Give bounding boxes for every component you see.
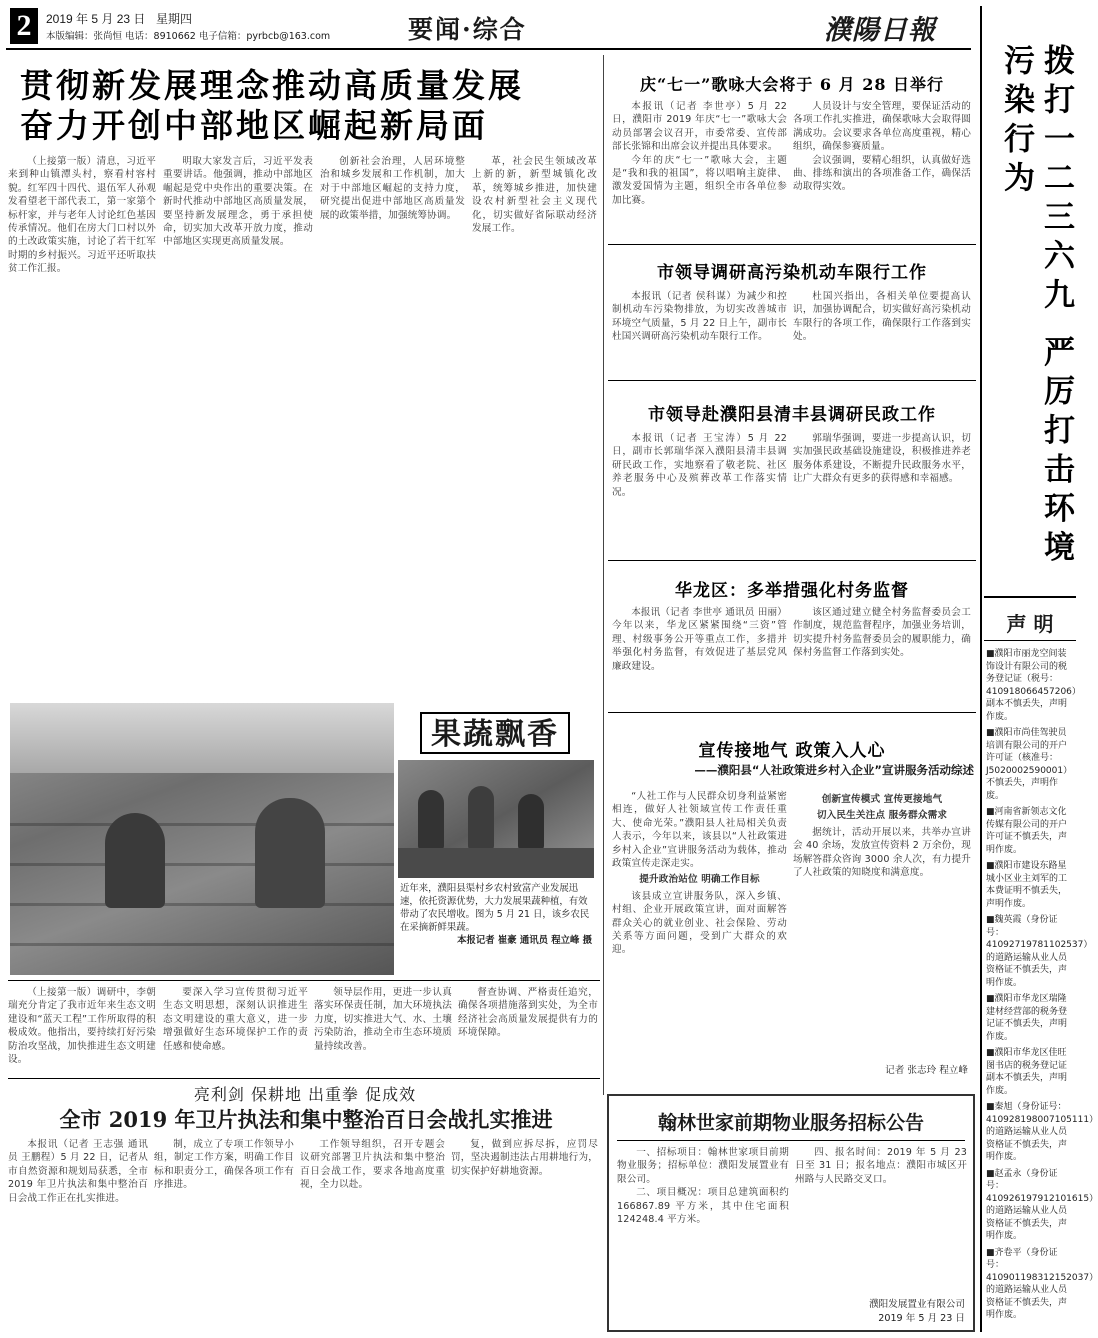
feature-photo-main [10, 703, 394, 975]
tender-col-1 [617, 1146, 789, 1326]
bottom-col-1-text: 本报讯（记者 王志强 通讯员 王鹏程）5 月 22 日，记者从市自然资源和规划局获悉，全市 2019 年卫片执法和集中整治百日会战工作正在扎实推进。 [8, 1139, 148, 1204]
statement-list [986, 648, 1098, 1332]
rule-5 [8, 980, 600, 981]
lower-col-2-text: 要深入学习宣传贯彻习近平生态文明思想，深刻认识推进生态文明建设的重大意义，进一步增强做好生态环境保护工作的责任感和使命感。 [163, 987, 308, 1052]
right-top-title: 庆“七一”歌咏大会将于 6 月 28 日举行 [639, 75, 945, 94]
rule-3 [608, 560, 976, 561]
bottom-col-3-text: 工作领导组织，召开专题会议研究部署卫片执法和集中整治百日会战工作，要求各地高度重视，全力以赴。 [300, 1139, 445, 1191]
feature-photo-inset [398, 760, 594, 878]
tender-text-1: 一、招标项目：翰林世家项目前期物业服务；招标单位：濮阳发展置业有限公司。 [617, 1147, 789, 1185]
news-4-text-1: 本报讯（记者 李世亭 通讯员 田丽）今年以来，华龙区紧紧围绕“三资”管理、村级事务公开等重点工作，多措并举强化村务监督，有效促进了基层党风廉政建设。 [612, 607, 787, 672]
rule-6 [8, 1078, 600, 1079]
lead-col-4-text: 革，社会民生领域改革上新的新，新型城镇化改革，统筹城乡推进，加快建设农村新型社会主义现代化，切实做好省际联动经济发展工作。 [472, 156, 597, 235]
statement-rule [984, 640, 1076, 641]
editor-line: 本版编辑：张尚恒 电话：8910662 电子信箱：pyrbcb@163.com [46, 31, 331, 42]
policy-text-3: 据统计，活动开展以来，共举办宣讲会 40 余场，发放宣传资料 2 万余份，现场解答群众咨询 3000 余人次，有力提升了人社政策的知晓度和满意度。 [793, 826, 971, 879]
rule-4 [608, 712, 976, 713]
lower-col-4 [458, 986, 598, 1068]
column-divider [603, 55, 604, 1095]
sidebar-slogan: 拨打一二三六九 严厉打击环境污染行为 [998, 44, 1074, 570]
sidebar-rule [984, 596, 1076, 598]
feature-credit: 本报记者 崔豪 通讯员 程立峰 摄 [457, 935, 592, 946]
photo-sky [10, 703, 394, 773]
news-2-text-2: 杜国兴指出，各相关单位要提高认识，加强协调配合，切实做好高污染机动车限行的各项工作，确保限行工作落到实处。 [793, 291, 971, 343]
news-4-col-2 [793, 606, 971, 706]
section-title: 要闻·综合 [408, 15, 527, 44]
bottom-col-2 [154, 1138, 294, 1328]
lower-col-3 [314, 986, 452, 1068]
bottom-col-3 [300, 1138, 445, 1328]
policy-subhead-2: 创新宣传模式 宣传更接地气 [821, 794, 943, 805]
right-top-col-2 [793, 100, 971, 235]
policy-subtitle: ——濮阳县“人社政策进乡村入企业”宣讲服务活动综述 [694, 763, 974, 777]
masthead-logo: 濮陽日報 [824, 15, 936, 46]
issue-date: 2019 年 5 月 23 日 [46, 12, 146, 26]
lead-col-2-text: 明取大家发言后，习近平发表重要讲话。他强调，推动中部地区崛起是党中央作出的重要决策。在新时代推动中部地区高质量发展，要坚持新发展理念，勇于承担使命，切实加大改革开放力度，推动中部地区实现更高质量发展。 [163, 156, 313, 248]
feature-caption [400, 882, 592, 972]
lower-col-4-text: 督查协调、严格责任追究，确保各项措施落到实处，为全市经济社会高质量发展提供有力的环境保障。 [458, 987, 598, 1039]
feature-caption-text: 近年来，濮阳县渠村乡农村致富产业发展迅速，依托资源优势，大力发展果蔬种植，有效带动了农民增收。图为 5 月 21 日，该乡农民在采摘新鲜果蔬。 [400, 883, 590, 933]
statement-item: ■濮阳市尚佳驾驶员培训有限公司的开户许可证（核准号：J5020002590001）不慎丢失，声明作废。 [986, 728, 1073, 801]
lead-headline [20, 66, 590, 146]
tender-rule [617, 1140, 965, 1141]
photo-figure [105, 813, 165, 908]
statement-item: ■濮阳市华龙区佳旺图书店的税务登记证副本不慎丢失，声明作废。 [986, 1048, 1068, 1096]
tender-date: 2019 年 5 月 23 日 [878, 1313, 965, 1324]
news-2-col-1 [612, 290, 787, 372]
issue-weekday: 星期四 [156, 12, 193, 26]
policy-text-2: 该县成立宣讲服务队，深入乡镇、村组、企业开展政策宣讲，面对面解答群众关心的就业创业、社会保险、劳动关系等方面问题，受到广大群众的欢迎。 [612, 890, 787, 956]
tender-title: 翰林世家前期物业服务招标公告 [657, 1112, 924, 1134]
lead-col-1-text: （上接第一版）清息，习近平来到种山镇潭头村，察看村容村貌。红军四十四代、退伍军人孙观发看望老干部代表工，第一家第个标杆家，并与老年人讨论红色基因传承情况。他们在房大门口村以外的土改政策实施，讨论了若干红军时期的乡村振兴。习近平还听取扶贫工作汇报。 [8, 156, 156, 275]
lower-col-3-text: 领导层作用，更进一步认真落实环保责任制，加大环境执法力度，切实推进大气、水、土壤污染防治，推动全市生态环境质量持续改善。 [314, 987, 452, 1052]
right-top-text-1: 本报讯（记者 李世亭）5 月 22 日，濮阳市 2019 年庆“七一”歌咏大会动员部署会议召开，市委常委、宣传部部长张锦和出席会议并提出具体要求。 [612, 101, 787, 153]
news-4-text-2: 该区通过建立健全村务监督委员会工作制度，规范监督程序，加强业务培训，切实提升村务监督委员会的履职能力，确保村务监督工作落到实处。 [793, 607, 971, 659]
policy-col-2 [793, 790, 971, 1058]
lead-col-3 [320, 155, 465, 695]
page-number: 2 [10, 8, 38, 44]
statement-item: ■魏英霞（身份证号：41092719781102537）的道路运输从业人员资格证不慎丢失，声明作废。 [986, 915, 1093, 988]
statement-item: ■濮阳市华龙区瑞隆建材经营部的税务登记证不慎丢失，声明作废。 [986, 994, 1068, 1042]
news-3-title: 市领导赴濮阳县清丰县调研民政工作 [648, 405, 936, 425]
sidebar-border [980, 6, 982, 1332]
statement-item: ■濮阳市丽龙空间装饰设计有限公司的税务登记证（税号：410918066457206）副本不慎丢失，声明作废。 [986, 649, 1081, 722]
page-header [6, 6, 971, 50]
lead-col-2 [163, 155, 313, 695]
rule-1 [608, 244, 976, 245]
tender-issuer: 濮阳发展置业有限公司 [869, 1299, 965, 1310]
header-rule [6, 48, 971, 50]
statement-item: ■赵孟永（身份证号：410926197912101615）的道路运输从业人员资格证不慎丢失，声明作废。 [986, 1168, 1098, 1241]
feature-tag: 果蔬飘香 [420, 712, 570, 754]
bottom-kicker: 亮利剑 保耕地 出重拳 促成效 [193, 1085, 417, 1104]
news-2-title: 市领导调研高污染机动车限行工作 [657, 263, 927, 283]
statement-item: ■秦旭（身份证号：410928198007105111）的道路运输从业人员资格证不慎丢失，声明作废。 [986, 1102, 1098, 1162]
news-2-col-2 [793, 290, 971, 372]
bottom-col-4 [451, 1138, 598, 1328]
lead-col-4 [472, 155, 597, 695]
right-top-text-3: 人员设计与安全管理，要保证活动的各项工作扎实推进，确保歌咏大会取得圆满成功。会议要求各单位高度重视，精心组织，确保参赛质量。 [793, 101, 971, 153]
lead-title-line1: 贯彻新发展理念推动高质量发展 [20, 66, 524, 105]
tender-text-2: 二、项目概况：项目总建筑面积约 166867.89 平方米，其中住宅面积 124248.4 平方米。 [617, 1187, 789, 1226]
news-3-col-1 [612, 432, 787, 552]
tender-col-2 [795, 1146, 967, 1276]
policy-subhead-3: 切入民生关注点 服务群众需求 [816, 810, 948, 822]
news-3-text-1: 本报讯（记者 王宝涛）5 月 22 日，副市长郭瑞华深入濮阳县清丰县调研民政工作，实地察看了敬老院、社区养老服务中心及殡葬改革工作落实情况。 [612, 433, 787, 498]
statement-item: ■濮阳市建设东路星城小区业主刘军的工本费证明不慎丢失，声明作废。 [986, 861, 1068, 909]
policy-col-1 [612, 790, 787, 1075]
statement-title: 声 明 [1006, 612, 1054, 636]
policy-title: 宣传接地气 政策入人心 [698, 741, 886, 761]
lower-col-1-text: （上接第一版）调研中，李朝瑞充分肯定了我市近年来生态文明建设和“蓝天工程”工作所取得的积极成效。他指出，要持续打好污染防治攻坚战，加快推进生态文明建设。 [8, 987, 156, 1066]
bottom-col-2-text: 制，成立了专项工作领导小组，制定工作方案，明确工作目标和职责分工，确保各项工作有序推进。 [154, 1139, 294, 1191]
lower-col-1 [8, 986, 156, 1068]
lead-col-3-text: 创新社会治理，人居环境整治和城乡发展和工作机制，加大对于中部地区崛起的支持力度，研究提出促进中部地区高质量发展的政策举措，加强统筹协调。 [320, 156, 465, 221]
lead-col-1 [8, 155, 156, 695]
policy-byline: 记者 张志玲 程立峰 [885, 1065, 968, 1076]
right-top-text-2: 今年的庆“七一”歌咏大会，主题是“我和我的祖国”，将以唱响主旋律、激发爱国情为主题，组织全市各单位参加比赛。 [612, 154, 787, 206]
statement-item: ■河南省新领志文化传媒有限公司的开户许可证不慎丢失，声明作废。 [986, 807, 1068, 855]
bottom-col-4-text: 复，做到应拆尽拆，应罚尽罚，坚决遏制违法占用耕地行为，切实保护好耕地资源。 [451, 1139, 598, 1177]
news-2-text-1: 本报讯（记者 侯科谋）为减少和控制机动车污染物排放，为切实改善城市环境空气质量，5 月 22 日上午，副市长杜国兴调研高污染机动车限行工作。 [612, 291, 787, 343]
policy-subhead-1: 提升政治站位 明确工作目标 [639, 874, 760, 886]
tender-text-3: 四、报名时间：2019 年 5 月 23 日至 31 日；报名地点：濮阳市城区开州路与人民路交叉口。 [795, 1147, 967, 1185]
news-4-title: 华龙区：多举措强化村务监督 [675, 581, 909, 601]
rule-2 [608, 380, 976, 381]
statement-item: ■齐卷平（身份证号：410901198312152037）的道路运输从业人员资格证不慎丢失，声明作废。 [986, 1247, 1098, 1320]
news-3-col-2 [793, 432, 971, 552]
news-4-col-1 [612, 606, 787, 706]
news-3-text-2: 郭瑞华强调，要进一步提高认识，切实加强民政基础设施建设，积极推进养老服务体系建设，不断提升民政服务水平，让广大群众有更多的获得感和幸福感。 [793, 433, 971, 485]
photo-figure [255, 798, 325, 908]
lead-title-line2: 奋力开创中部地区崛起新局面 [20, 106, 488, 145]
bottom-col-1 [8, 1138, 148, 1328]
tender-notice [607, 1094, 975, 1332]
lower-col-2 [163, 986, 308, 1068]
right-top-col-1 [612, 100, 787, 235]
policy-text-1: “人社工作与人民群众切身利益紧密相连，做好人社领域宣传工作责任重大、使命光荣。”濮阳县人社局相关负责人表示，今年以来，该县以“人社政策进乡村入企业”宣讲服务活动为载体，推动政策宣传走深走实。 [612, 791, 787, 870]
bottom-title: 全市 2019 年卫片执法和集中整治百日会战扎实推进 [59, 1107, 553, 1132]
right-top-text-4: 会议强调，要精心组织，认真做好选曲、排练和演出的各项准备工作，确保活动取得实效。 [793, 154, 971, 193]
